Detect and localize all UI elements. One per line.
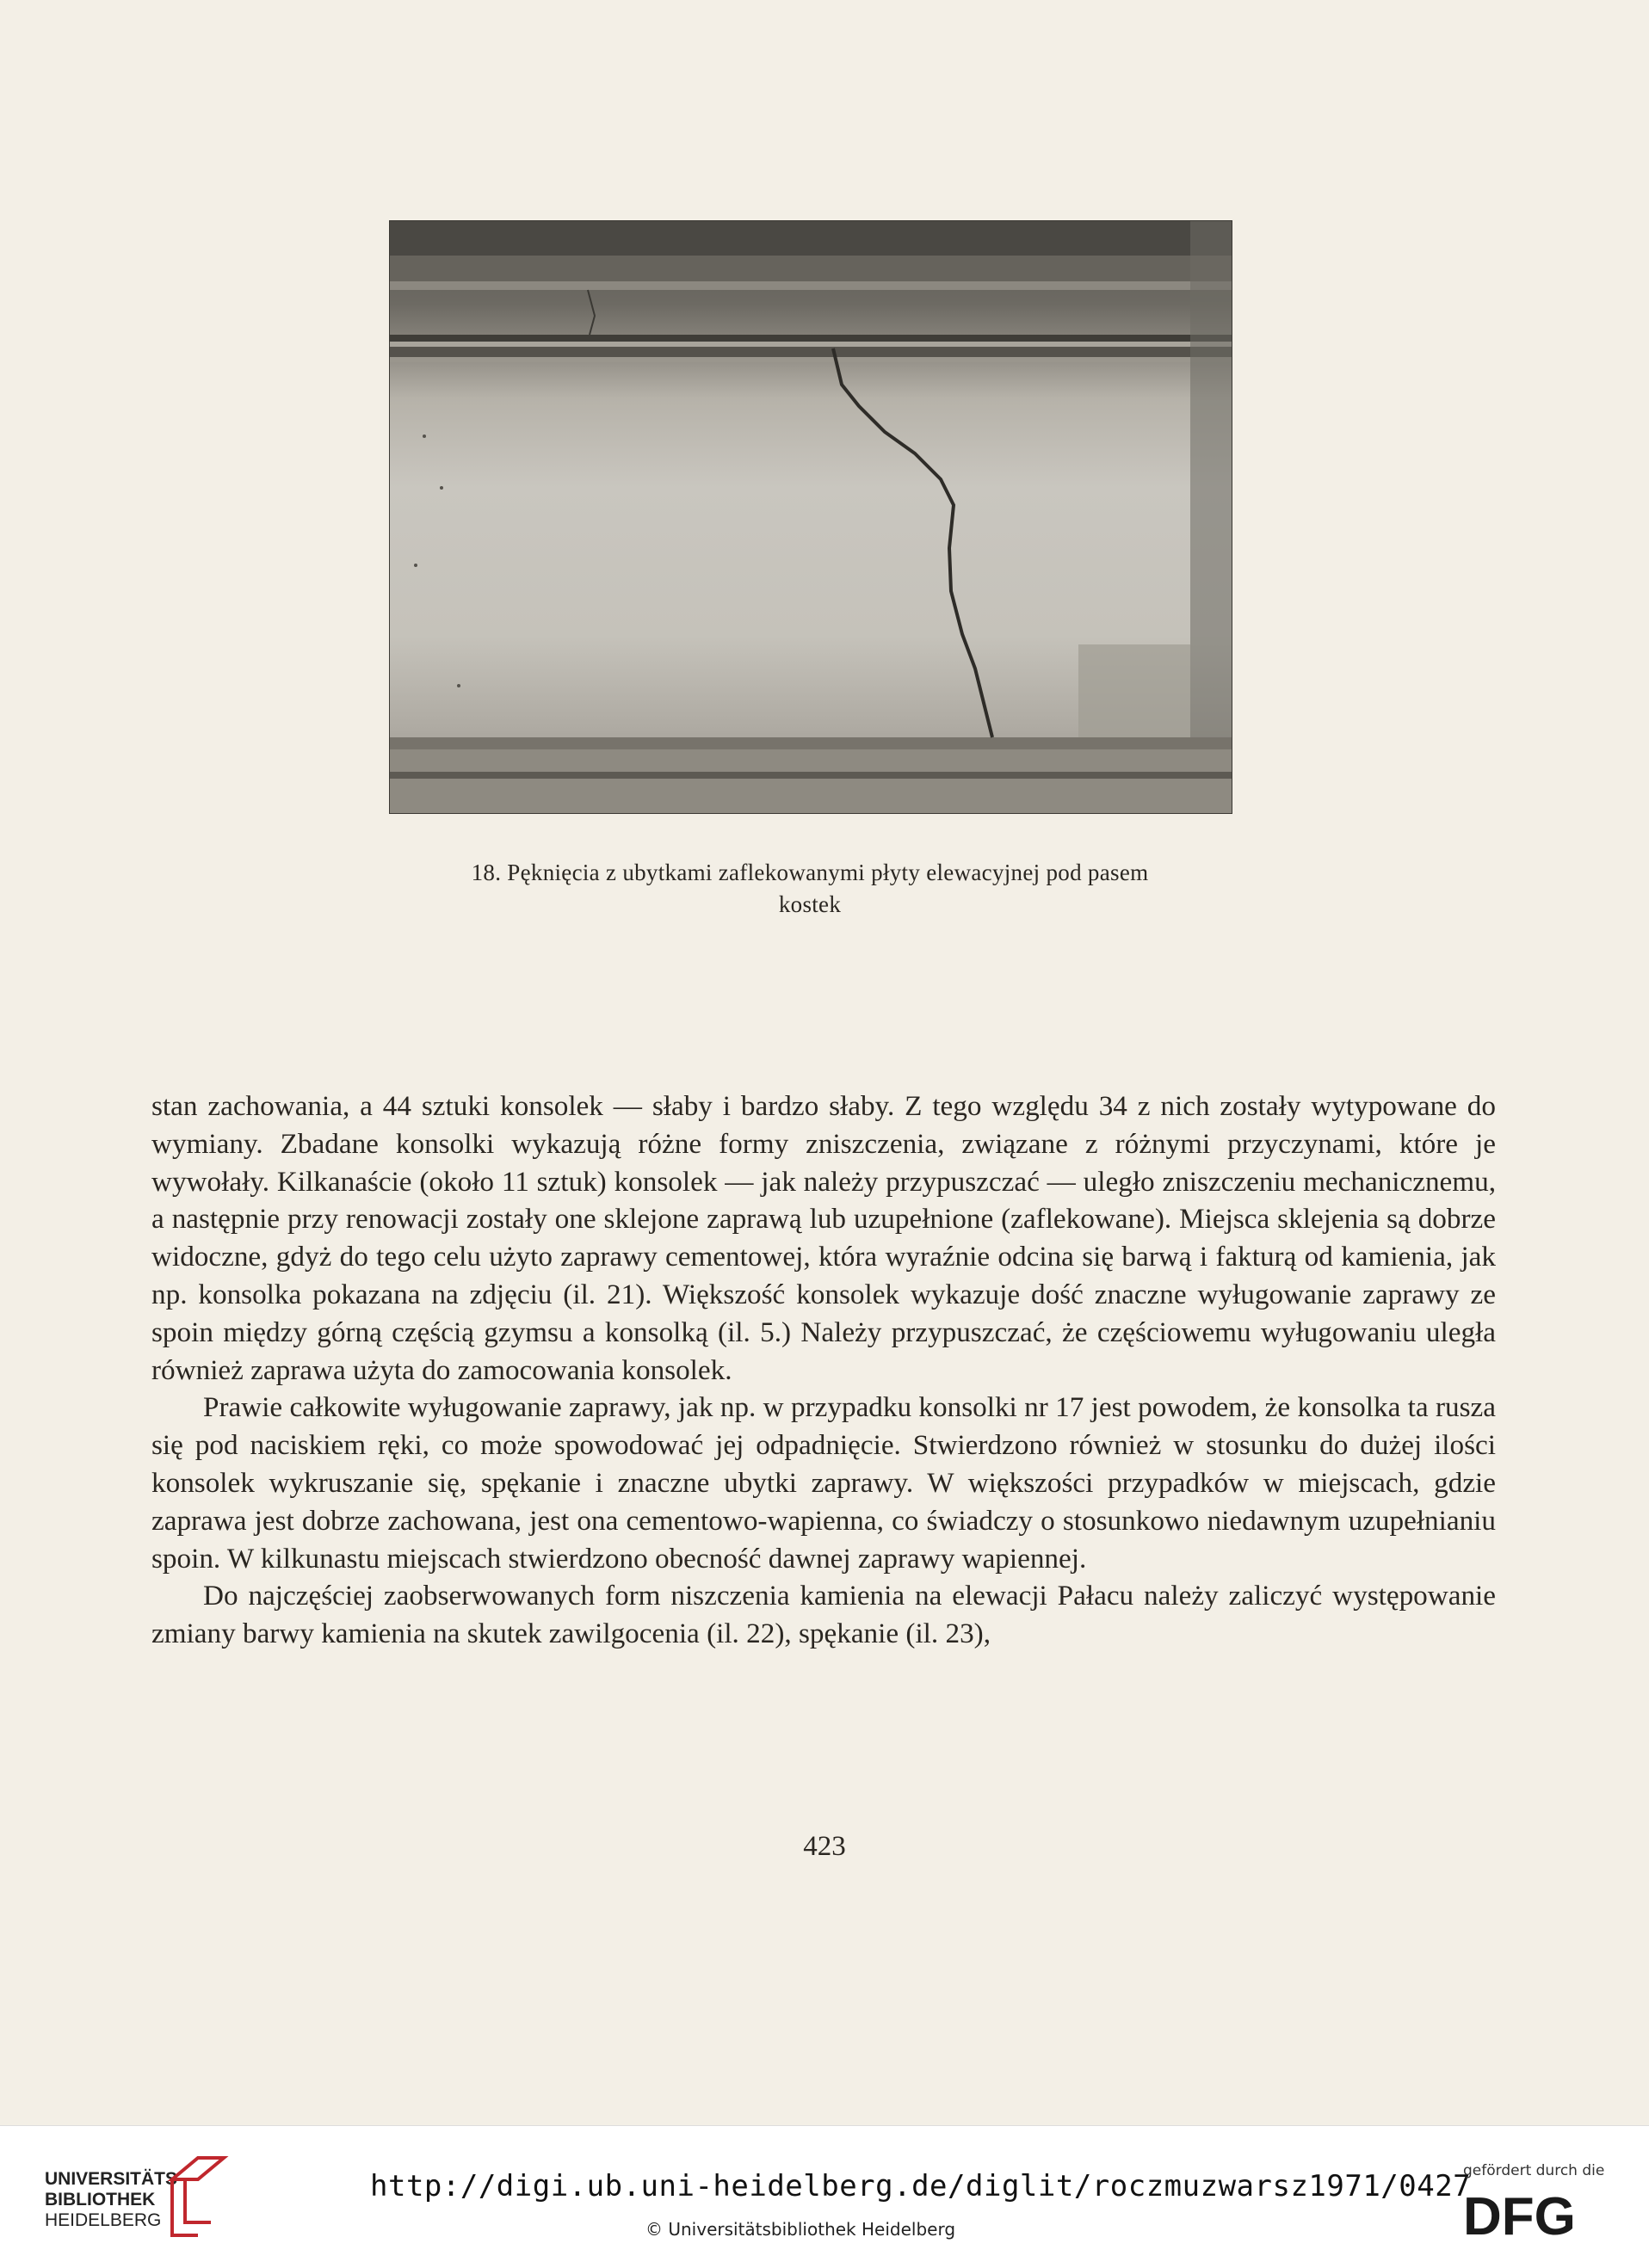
caption-line-2: kostek	[778, 891, 842, 917]
funding-label: gefördert durch die	[1463, 2162, 1605, 2179]
copyright-notice: © Universitätsbibliothek Heidelberg	[645, 2219, 956, 2240]
dfg-logo-icon	[1463, 2190, 1618, 2241]
wall-crack-illustration	[390, 221, 1232, 813]
library-logo-icon	[164, 2154, 232, 2240]
dfg-logo-text: DFG	[1463, 2190, 1576, 2241]
body-text	[151, 1088, 1496, 1653]
caption-line-1: 18. Pęknięcia z ubytkami zaflekowanymi płyty elewacyjnej pod pasem	[471, 860, 1149, 885]
figure-caption	[389, 857, 1231, 921]
library-line-2: BIBLIOTHEK	[45, 2190, 156, 2209]
permalink-url[interactable]: http://digi.ub.uni-heidelberg.de/diglit/roczmuzwarsz1971/0427	[370, 2169, 1472, 2203]
footer-bar	[0, 2125, 1649, 2268]
paragraph-1: stan zachowania, a 44 sztuki konsolek — słaby i bardzo słaby. Z tego względu 34 z nich zostały wytypowane do wymiany. Zbadane konsolki wykazują różne formy zniszczenia, związane z różnymi przyczynami, które je wywołały. Kilkanaście (około 11 sztuk) konsolek — jak należy przypuszczać — uległo zniszczeniu mechanicznemu, a następnie przy renowacji zostały one sklejone zaprawą lub uzupełnione (zaflekowane). Miejsca sklejenia są dobrze widoczne, gdyż do tego celu użyto zaprawy cementowej, która wyraźnie odcina się barwą i fakturą od kamienia, jak np. konsolka pokazana na zdjęciu (il. 21). Większość konsolek wykazuje dość znaczne wyługowanie zaprawy ze spoin między górną częścią gzymsu a konsolką (il. 5.) Należy przypuszczać, że częściowemu wyługowaniu uległa również zaprawa użyta do zamocowania konsolek.	[151, 1090, 1496, 1386]
page-number: 423	[803, 1831, 846, 1862]
library-line-1: UNIVERSITÄTS-	[45, 2169, 184, 2189]
library-line-3: HEIDELBERG	[45, 2210, 162, 2230]
library-name	[45, 2169, 183, 2231]
paragraph-2: Prawie całkowite wyługowanie zaprawy, jak np. w przypadku konsolki nr 17 jest powodem, że konsolka ta rusza się pod naciskiem ręki, co może spowodować jej odpadnięcie. Stwierdzono również w stosunku do dużej ilości konsolek wykruszanie się, spękanie i znaczne ubytki zaprawy. W większości przypadków w miejscach, gdzie zaprawa jest dobrze zachowana, jest ona cementowo-wapienna, co świadczy o stosunkowo niedawnym uzupełnianiu spoin. W kilkunastu miejscach stwierdzono obecność dawnej zaprawy wapiennej.	[151, 1391, 1496, 1575]
figure-photo	[389, 220, 1232, 814]
paragraph-3: Do najczęściej zaobserwowanych form niszczenia kamienia na elewacji Pałacu należy zaliczyć występowanie zmiany barwy kamienia na skutek zawilgocenia (il. 22), spękanie (il. 23),	[151, 1580, 1496, 1650]
